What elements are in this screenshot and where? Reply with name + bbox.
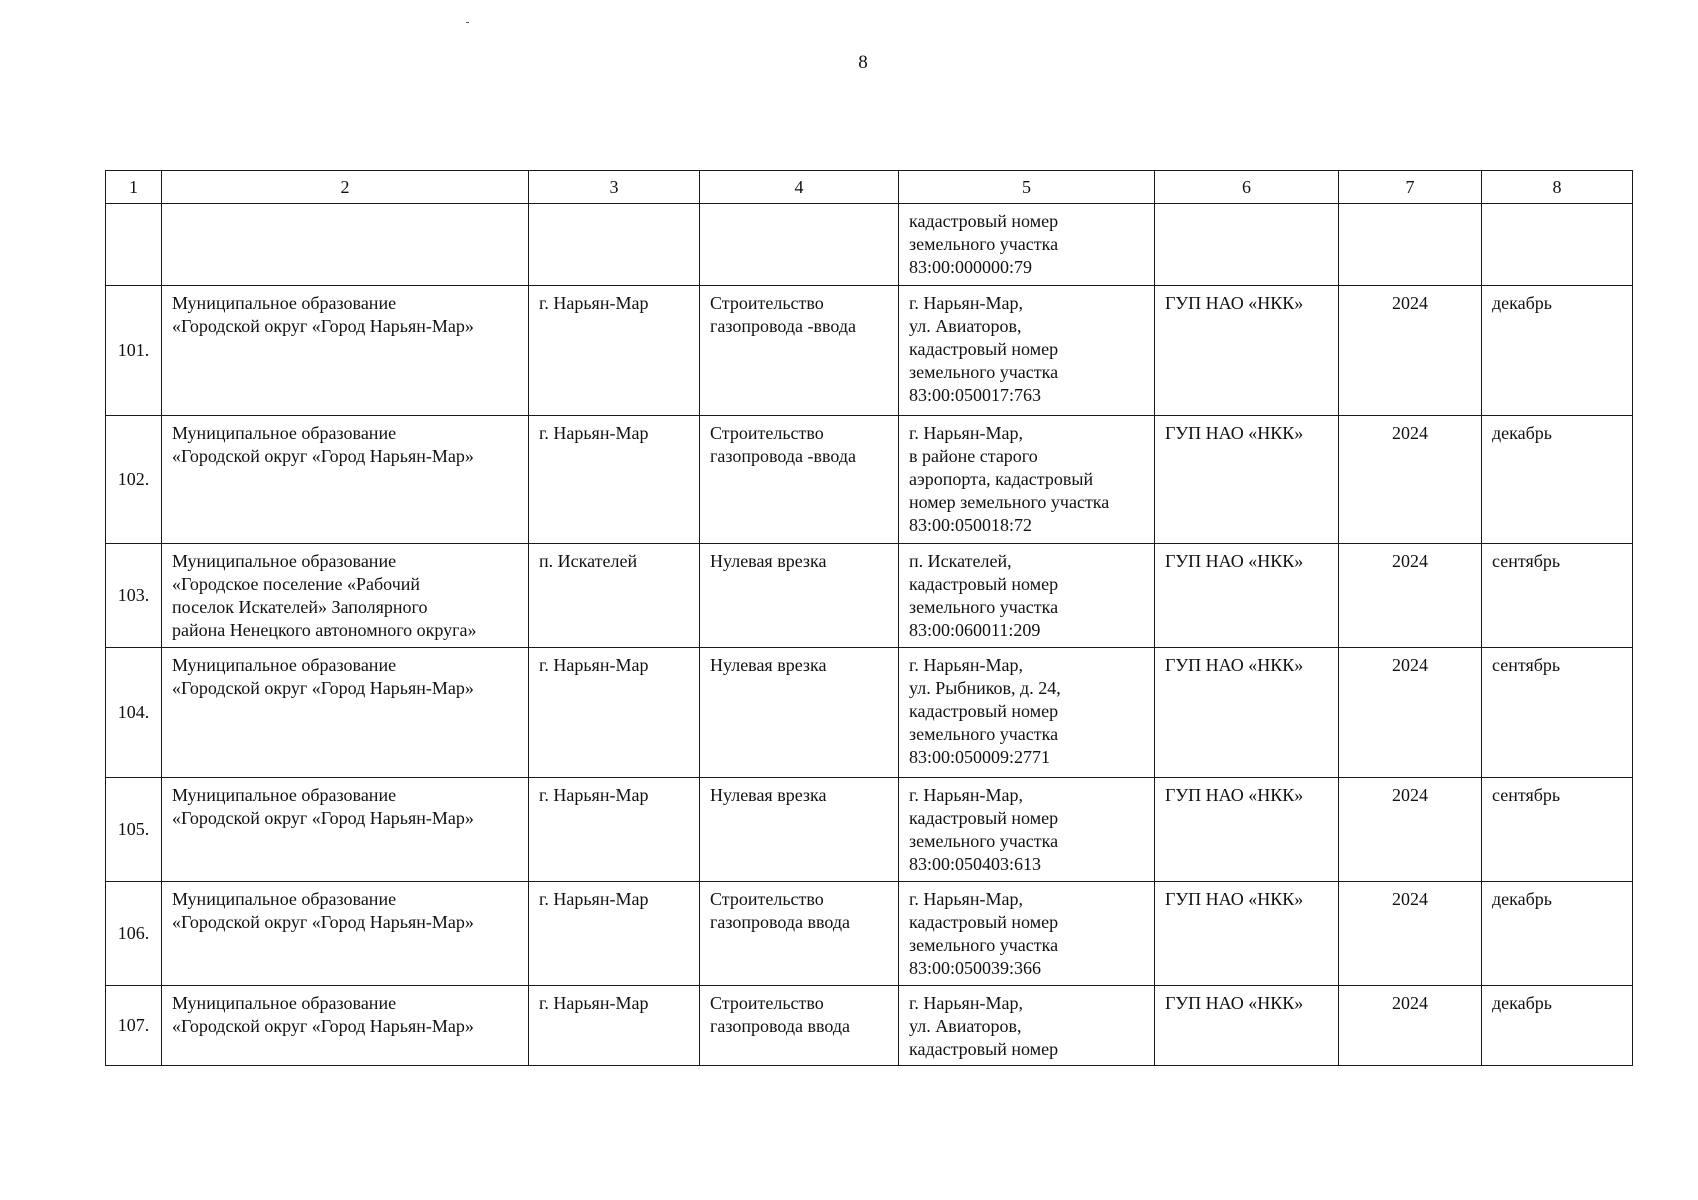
table-row: [106, 986, 1633, 1066]
work-type-cell: [700, 544, 899, 648]
municipality-cell: [162, 648, 529, 778]
cell-text-line: 83:00:000000:79: [909, 257, 1033, 277]
operator-cell: ГУП НАО «НКК»: [1155, 986, 1339, 1066]
operator-cell: ГУП НАО «НКК»: [1155, 882, 1339, 986]
cell-text-line: аэропорта, кадастровый: [909, 469, 1094, 489]
operator-cell: [1155, 204, 1339, 286]
address-cell: [899, 778, 1155, 882]
cell-text-line: Строительство: [710, 293, 824, 313]
year-cell: 2024: [1339, 416, 1482, 544]
month-cell: сентябрь: [1482, 778, 1633, 882]
cell-text-line: 83:00:050017:763: [909, 385, 1042, 405]
work-type-cell: [700, 882, 899, 986]
cell-text-line: 83:00:050039:366: [909, 958, 1042, 978]
locality-cell: г. Нарьян-Мар: [529, 882, 700, 986]
address-cell: [899, 416, 1155, 544]
cell-text-line: 83:00:060011:209: [909, 620, 1041, 640]
operator-cell: ГУП НАО «НКК»: [1155, 286, 1339, 416]
work-type-cell: [700, 416, 899, 544]
municipality-cell: [162, 882, 529, 986]
municipality-cell: [162, 416, 529, 544]
cell-text-line: Муниципальное образование: [172, 993, 397, 1013]
page-number: 8: [858, 52, 868, 73]
cell-text-line: ул. Авиаторов,: [909, 316, 1022, 336]
cell-text-line: кадастровый номер: [909, 912, 1059, 932]
cell-text-line: Муниципальное образование: [172, 785, 397, 805]
cell-text-line: Муниципальное образование: [172, 423, 397, 443]
month-cell: сентябрь: [1482, 544, 1633, 648]
work-type-cell: [700, 648, 899, 778]
cell-text-line: «Городской округ «Город Нарьян-Мар»: [172, 912, 474, 932]
cell-text-line: земельного участка: [909, 935, 1059, 955]
cell-text-line: номер земельного участка: [909, 492, 1110, 512]
cell-text-line: «Городской округ «Город Нарьян-Мар»: [172, 678, 474, 698]
cell-text-line: в районе старого: [909, 446, 1038, 466]
table-row: [106, 544, 1633, 648]
cell-text-line: кадастровый номер: [909, 808, 1059, 828]
cell-text-line: г. Нарьян-Мар,: [909, 889, 1023, 909]
cell-text-line: земельного участка: [909, 362, 1059, 382]
municipality-cell: [162, 986, 529, 1066]
cell-text-line: Строительство: [710, 993, 824, 1013]
cell-text-line: 83:00:050018:72: [909, 515, 1033, 535]
operator-cell: ГУП НАО «НКК»: [1155, 416, 1339, 544]
cell-text-line: п. Искателей,: [909, 551, 1012, 571]
row-number-cell: 105.: [106, 778, 162, 882]
locality-cell: г. Нарьян-Мар: [529, 778, 700, 882]
cell-text-line: «Городской округ «Город Нарьян-Мар»: [172, 446, 474, 466]
cell-text-line: Муниципальное образование: [172, 551, 397, 571]
cell-text-line: г. Нарьян-Мар,: [909, 293, 1023, 313]
month-cell: декабрь: [1482, 882, 1633, 986]
locality-cell: г. Нарьян-Мар: [529, 416, 700, 544]
cell-text-line: района Ненецкого автономного округа»: [172, 620, 477, 640]
operator-cell: ГУП НАО «НКК»: [1155, 648, 1339, 778]
row-number-cell: 107.: [106, 986, 162, 1066]
row-number-cell: [106, 204, 162, 286]
month-cell: декабрь: [1482, 286, 1633, 416]
month-cell: сентябрь: [1482, 648, 1633, 778]
cell-text-line: земельного участка: [909, 831, 1059, 851]
column-header: 3: [529, 171, 700, 204]
cell-text-line: г. Нарьян-Мар,: [909, 785, 1023, 805]
cell-text-line: земельного участка: [909, 724, 1059, 744]
cell-text-line: ул. Авиаторов,: [909, 1016, 1022, 1036]
table-row: [106, 882, 1633, 986]
operator-cell: ГУП НАО «НКК»: [1155, 778, 1339, 882]
cell-text-line: г. Нарьян-Мар,: [909, 993, 1023, 1013]
gas-connection-table: [105, 170, 1633, 1066]
municipality-cell: [162, 286, 529, 416]
cell-text-line: кадастровый номер: [909, 574, 1059, 594]
cell-text-line: Строительство: [710, 889, 824, 909]
address-cell: [899, 286, 1155, 416]
table-row: [106, 416, 1633, 544]
column-header: 1: [106, 171, 162, 204]
cell-text-line: кадастровый номер: [909, 339, 1059, 359]
cell-text-line: «Городской округ «Город Нарьян-Мар»: [172, 808, 474, 828]
month-cell: [1482, 204, 1633, 286]
address-cell: [899, 986, 1155, 1066]
work-type-cell: [700, 986, 899, 1066]
cell-text-line: Нулевая врезка: [710, 551, 827, 571]
work-type-cell: [700, 204, 899, 286]
municipality-cell: [162, 778, 529, 882]
cell-text-line: газопровода -ввода: [710, 446, 857, 466]
scan-speck: [466, 22, 469, 23]
cell-text-line: Нулевая врезка: [710, 785, 827, 805]
column-header: 2: [162, 171, 529, 204]
work-type-cell: [700, 778, 899, 882]
month-cell: декабрь: [1482, 416, 1633, 544]
cell-text-line: поселок Искателей» Заполярного: [172, 597, 428, 617]
column-header: 6: [1155, 171, 1339, 204]
column-header: 5: [899, 171, 1155, 204]
cell-text-line: 83:00:050403:613: [909, 854, 1042, 874]
work-type-cell: [700, 286, 899, 416]
row-number-cell: 106.: [106, 882, 162, 986]
table-row: [106, 204, 1633, 286]
cell-text-line: газопровода ввода: [710, 912, 851, 932]
year-cell: 2024: [1339, 648, 1482, 778]
municipality-cell: [162, 204, 529, 286]
cell-text-line: ул. Рыбников, д. 24,: [909, 678, 1061, 698]
municipality-cell: [162, 544, 529, 648]
year-cell: 2024: [1339, 986, 1482, 1066]
locality-cell: г. Нарьян-Мар: [529, 648, 700, 778]
cell-text-line: земельного участка: [909, 597, 1059, 617]
year-cell: [1339, 204, 1482, 286]
locality-cell: [529, 204, 700, 286]
column-header: 8: [1482, 171, 1633, 204]
cell-text-line: «Городское поселение «Рабочий: [172, 574, 421, 594]
table-row: [106, 778, 1633, 882]
cell-text-line: г. Нарьян-Мар,: [909, 423, 1023, 443]
cell-text-line: кадастровый номер: [909, 211, 1059, 231]
row-number-cell: 104.: [106, 648, 162, 778]
cell-text-line: Муниципальное образование: [172, 293, 397, 313]
header-row: [106, 171, 1633, 204]
cell-text-line: кадастровый номер: [909, 701, 1059, 721]
table-row: [106, 286, 1633, 416]
year-cell: 2024: [1339, 286, 1482, 416]
cell-text-line: Строительство: [710, 423, 824, 443]
address-cell: [899, 544, 1155, 648]
month-cell: декабрь: [1482, 986, 1633, 1066]
cell-text-line: г. Нарьян-Мар,: [909, 655, 1023, 675]
year-cell: 2024: [1339, 544, 1482, 648]
row-number-cell: 103.: [106, 544, 162, 648]
address-cell: [899, 882, 1155, 986]
operator-cell: ГУП НАО «НКК»: [1155, 544, 1339, 648]
row-number-cell: 102.: [106, 416, 162, 544]
cell-text-line: «Городской округ «Город Нарьян-Мар»: [172, 316, 474, 336]
locality-cell: г. Нарьян-Мар: [529, 986, 700, 1066]
cell-text-line: 83:00:050009:2771: [909, 747, 1051, 767]
cell-text-line: газопровода ввода: [710, 1016, 851, 1036]
address-cell: [899, 204, 1155, 286]
table-row: [106, 648, 1633, 778]
cell-text-line: газопровода -ввода: [710, 316, 857, 336]
cell-text-line: Нулевая врезка: [710, 655, 827, 675]
cell-text-line: Муниципальное образование: [172, 655, 397, 675]
cell-text-line: кадастровый номер: [909, 1039, 1059, 1059]
year-cell: 2024: [1339, 778, 1482, 882]
year-cell: 2024: [1339, 882, 1482, 986]
cell-text-line: «Городской округ «Город Нарьян-Мар»: [172, 1016, 474, 1036]
cell-text-line: Муниципальное образование: [172, 889, 397, 909]
row-number-cell: 101.: [106, 286, 162, 416]
cell-text-line: земельного участка: [909, 234, 1059, 254]
locality-cell: г. Нарьян-Мар: [529, 286, 700, 416]
address-cell: [899, 648, 1155, 778]
locality-cell: п. Искателей: [529, 544, 700, 648]
column-header: 4: [700, 171, 899, 204]
column-header: 7: [1339, 171, 1482, 204]
